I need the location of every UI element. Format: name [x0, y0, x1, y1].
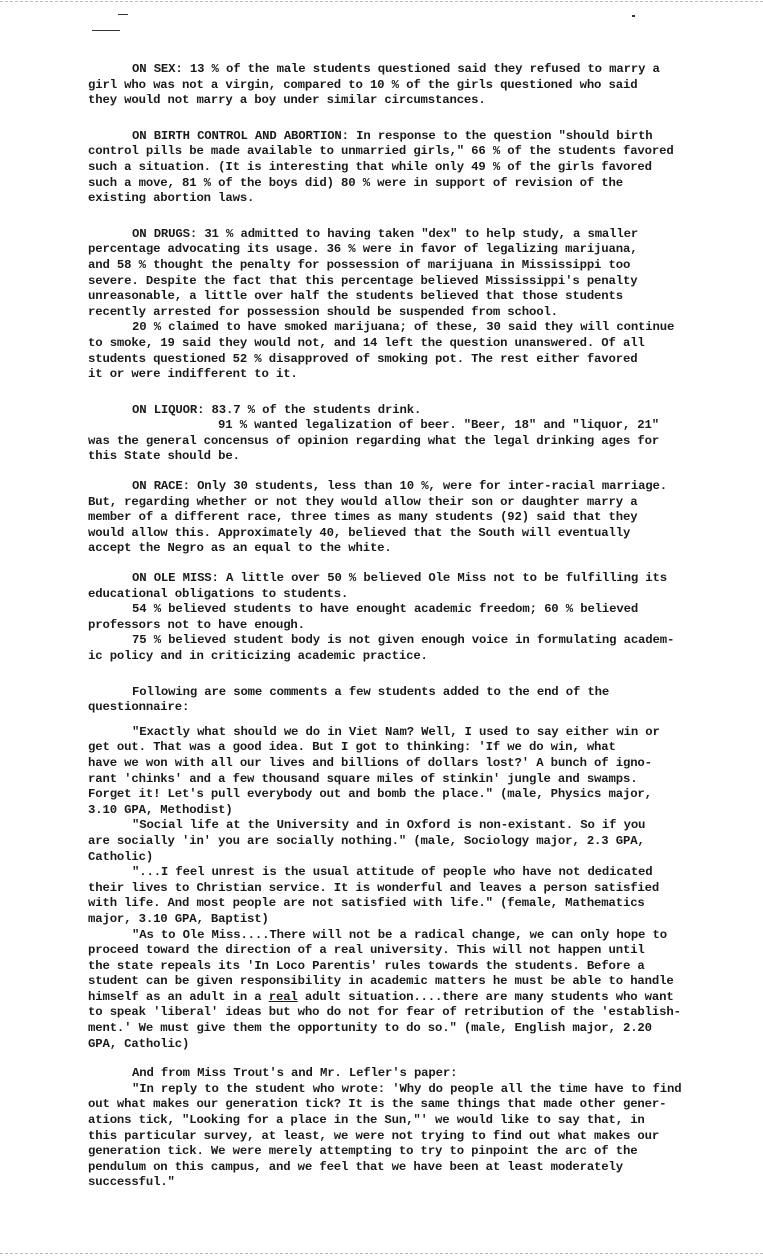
text-line: it or were indifferent to it. — [88, 367, 298, 382]
text-line: pendulum on this campus, and we feel that we have been at least moderately — [88, 1159, 623, 1174]
text-line: student can be given responsibility in academic matters he must be able to handle — [88, 974, 674, 989]
text-line: GPA, Catholic) — [88, 1036, 190, 1051]
section-closing — [88, 1066, 711, 1191]
text-line — [88, 990, 711, 1006]
text-line: rant 'chinks' and a few thousand square miles of stinkin' jungle and swamps. — [88, 771, 638, 786]
text-line: 31 % admitted to having taken "dex" to help study, a smaller — [204, 226, 639, 241]
text-line: 54 % believed students to have enought academic freedom; 60 % believed — [132, 602, 639, 617]
section-heading: ON RACE: — [132, 479, 190, 494]
text-line: "In reply to the student who wrote: 'Why do people all the time have to find — [132, 1081, 682, 1096]
section-heading: ON SEX: — [132, 62, 183, 76]
text-line: are socially 'in' you are socially nothing." (male, Sociology major, 2.3 GPA, — [88, 833, 645, 848]
text-line: "Social life at the University and in Oxford is non-existant. So if you — [132, 818, 646, 833]
text-line: successful." — [88, 1175, 175, 1190]
section-heading: ON BIRTH CONTROL AND ABORTION: — [132, 128, 349, 143]
text-line: girl who was not a virgin, compared to 10 % of the girls questioned who said — [88, 77, 638, 92]
text-line: to speak 'liberal' ideas but who do not for fear of retribution of the 'establish- — [88, 1005, 681, 1020]
text-line: 20 % claimed to have smoked marijuana; of these, 30 said they will continue — [132, 320, 675, 335]
section-comments — [88, 685, 711, 1053]
text-line: accept the Negro as an equal to the white. — [88, 541, 392, 556]
text-line: educational obligations to students. — [88, 586, 349, 601]
text-line: But, regarding whether or not they would allow their son or daughter marry a — [88, 494, 638, 509]
text-line: Catholic) — [88, 849, 154, 864]
text-line: get out. That was a good idea. But I got to thinking: 'If we do win, what — [88, 740, 616, 755]
text-line: "...I feel unrest is the usual attitude of people who have not dedicated — [132, 865, 653, 880]
text-line: Following are some comments a few students added to the end of the — [132, 684, 610, 699]
text-line: this particular survey, at least, we were not trying to find out what makes our — [88, 1128, 660, 1143]
text-line: ment.' We must give them the opportunity to do so." (male, English major, 2.20 — [88, 1021, 652, 1036]
section-race — [88, 479, 711, 557]
section-heading: ON OLE MISS: — [132, 571, 219, 586]
section-heading: ON LIQUOR: — [132, 402, 205, 417]
text-line: would allow this. Approximately 40, believed that the South will eventually — [88, 525, 631, 540]
text-line: was the general concensus of opinion regarding what the legal drinking ages for — [88, 433, 660, 448]
text-line: their lives to Christian service. It is wonderful and leaves a person satisfied — [88, 880, 660, 895]
text-line: 3.10 GPA, Methodist) — [88, 802, 233, 817]
text-line: 91 % wanted legalization of beer. "Beer, 18" and "liquor, 21" — [218, 418, 659, 433]
text-line: In response to the question "should birth — [356, 128, 653, 143]
text-fragment: adult situation....there are many students who want — [297, 989, 674, 1004]
text-line: ations tick, "Looking for a place in the Sun,"' we would like to say that, in — [88, 1113, 645, 1128]
text-line: severe. Despite the fact that this percentage believed Mississippi's penalty — [88, 273, 638, 288]
text-line: "As to Ole Miss....There will not be a radical change, we can only hope to — [132, 927, 667, 942]
text-line: unreasonable, a little over half the students believed that those students — [88, 289, 623, 304]
text-line: 13 % of the male students questioned said they refused to marry a — [189, 62, 660, 76]
section-ole-miss — [88, 571, 711, 665]
text-line: control pills be made available to unmarried girls," 66 % of the students favored — [88, 144, 674, 159]
text-line: proceed toward the direction of a real university. This will not happen until — [88, 943, 645, 958]
text-line: Only 30 students, less than 10 %, were for inter-racial marriage. — [197, 479, 667, 494]
text-line: major, 3.10 GPA, Baptist) — [88, 911, 269, 926]
section-drugs — [88, 227, 711, 383]
text-line: Forget it! Let's pull everybody out and bomb the place." (male, Physics major, — [88, 787, 652, 802]
section-birth-control — [88, 129, 711, 207]
page-bottom-edge — [0, 1253, 763, 1255]
text-line: A little over 50 % believed Ole Miss not to be fulfilling its — [226, 571, 667, 586]
text-line: existing abortion laws. — [88, 191, 255, 206]
text-line: have we won with all our lives and billions of dollars lost?' A bunch of igno- — [88, 755, 652, 770]
text-line: questionnaire: — [88, 700, 190, 715]
text-line: 83.7 % of the students drink. — [211, 402, 422, 417]
section-heading: ON DRUGS: — [132, 226, 198, 241]
text-fragment: himself as an adult in a — [88, 989, 269, 1004]
text-line: ic policy and in criticizing academic practice. — [88, 649, 428, 663]
text-line: professors not to have enough. — [88, 617, 305, 632]
text-line: And from Miss Trout's and Mr. Lefler's paper: — [132, 1066, 458, 1081]
section-liquor — [88, 403, 711, 465]
text-line: out what makes our generation tick? It is the same things that made other gener- — [88, 1097, 667, 1112]
text-line: this State should be. — [88, 449, 240, 464]
text-line: such a move, 81 % of the boys did) 80 % were in support of revision of the — [88, 175, 623, 190]
text-line: member of a different race, three times as many students (92) said that they — [88, 510, 638, 525]
underlined-word: real — [268, 989, 298, 1004]
text-line: such a situation. (It is interesting that while only 49 % of the girls favored — [88, 159, 652, 174]
text-line: students questioned 52 % disapproved of smoking pot. The rest either favored — [88, 351, 638, 366]
text-line: the state repeals its 'In Loco Parentis' rules towards the students. Before a — [88, 958, 645, 973]
text-line: to smoke, 19 said they would not, and 14 left the question unanswered. Of all — [88, 335, 645, 350]
section-sex — [88, 62, 711, 109]
text-line: 75 % believed student body is not given enough voice in formulating academ- — [132, 633, 675, 648]
text-line: percentage advocating its usage. 36 % were in favor of legalizing marijuana, — [88, 242, 638, 257]
text-line: generation tick. We were merely attempting to try to pinpoint the arc of the — [88, 1144, 638, 1159]
text-line: recently arrested for possession should be suspended from school. — [88, 304, 558, 319]
text-line: and 58 % thought the penalty for possession of marijuana in Mississippi too — [88, 257, 631, 272]
text-line: with life. And most people are not satisfied with life." (female, Mathematics — [88, 896, 645, 911]
text-line: they would not marry a boy under similar circumstances. — [88, 93, 486, 108]
text-line: "Exactly what should we do in Viet Nam? Well, I used to say either win or — [132, 724, 660, 739]
